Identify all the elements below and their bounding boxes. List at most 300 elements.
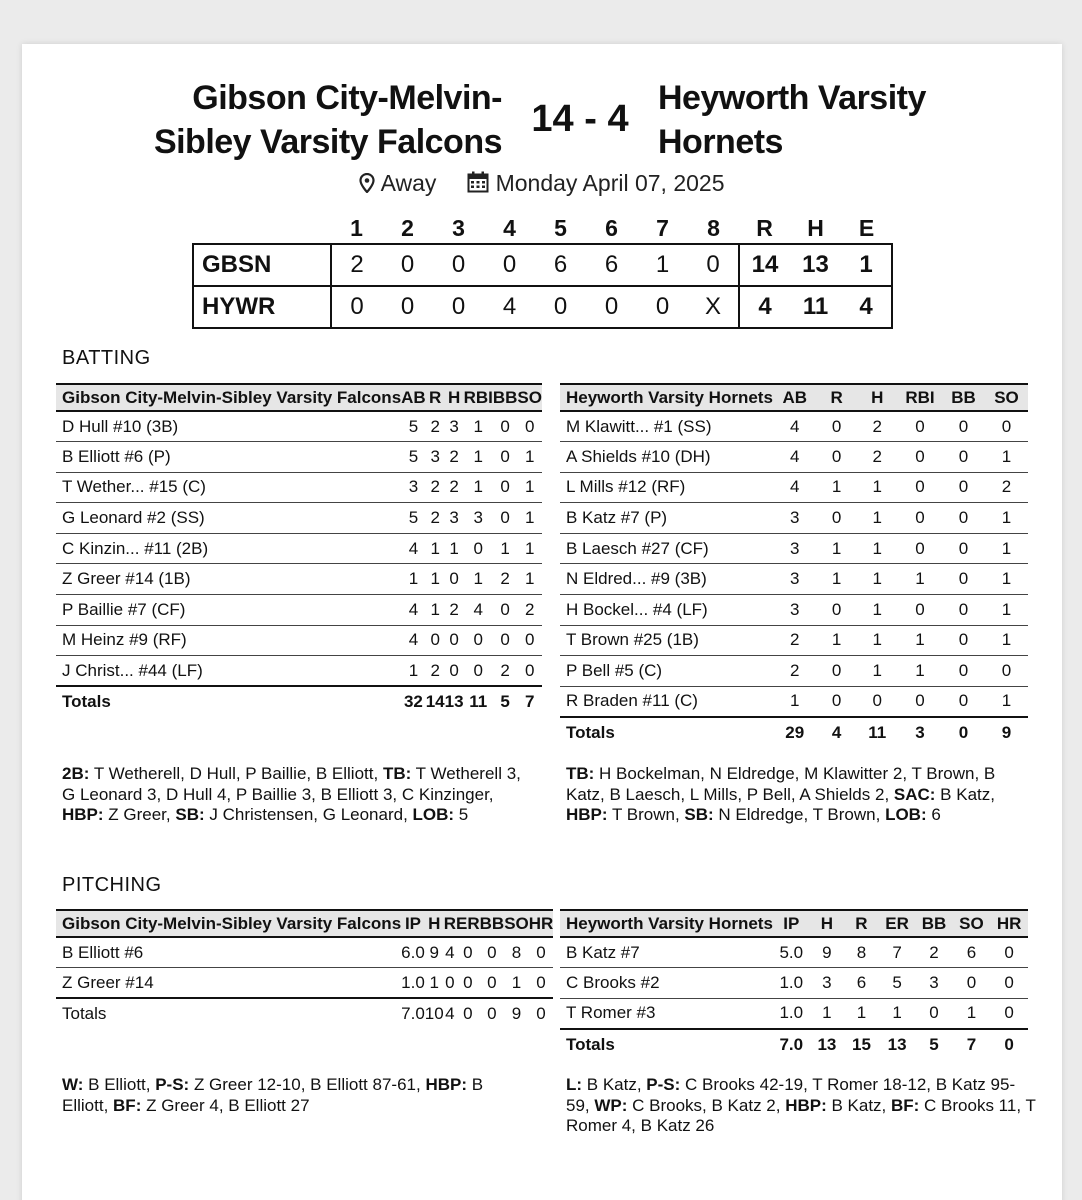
note-text: T Brown, <box>607 805 685 824</box>
stat-cell: 0 <box>529 968 554 999</box>
totals-row <box>560 717 1028 748</box>
stat-cell: 1 <box>517 564 542 595</box>
stat-column-header: H <box>871 387 884 407</box>
stat-cell: 5 <box>401 503 426 534</box>
stat-cell: 1 <box>898 564 942 595</box>
stat-cell: 2 <box>426 411 445 442</box>
inning-runs: 6 <box>604 251 619 278</box>
stat-cell: 1 <box>517 472 542 503</box>
batting-row <box>560 472 1028 503</box>
stat-cell: 1 <box>985 686 1028 717</box>
totals-cell: 11 <box>857 717 898 748</box>
stat-column-header: AB <box>401 387 426 407</box>
pitching-row <box>560 937 1028 968</box>
runs-header: R <box>756 215 773 241</box>
total-hits: 13 <box>802 251 829 278</box>
stat-cell: 0 <box>817 686 857 717</box>
stat-column-header: R <box>855 913 868 933</box>
stat-cell: 1 <box>817 625 857 656</box>
batting-row <box>56 564 542 595</box>
stat-column-header: BB <box>479 913 505 933</box>
player-name: N Eldred... #9 (3B) <box>560 564 773 595</box>
stat-cell: 0 <box>942 564 985 595</box>
inning-runs: 4 <box>502 293 517 320</box>
note-text: N Eldredge, T Brown, <box>713 805 886 824</box>
home-pitching-notes <box>62 1075 532 1116</box>
away-batting-notes <box>566 764 1036 826</box>
stat-column-header: BB <box>921 913 947 933</box>
stat-cell: 6 <box>953 937 991 968</box>
stat-cell: 5 <box>401 442 426 473</box>
totals-cell: 4 <box>817 717 857 748</box>
totals-label: Totals <box>560 717 773 748</box>
note-text: 6 <box>926 805 941 824</box>
note-text: Z Greer 12-10, B Elliott 87-61, <box>189 1075 426 1094</box>
note-label: TB: <box>382 764 412 783</box>
player-name: A Shields #10 (DH) <box>560 442 773 473</box>
inning-runs: 1 <box>655 251 670 278</box>
stat-cell: 1 <box>401 564 426 595</box>
inning-header: 3 <box>452 215 465 241</box>
stat-cell: 0 <box>464 533 493 564</box>
stat-cell: 4 <box>773 472 817 503</box>
note-text: B Katz, <box>935 784 995 804</box>
stat-cell: 1 <box>857 625 898 656</box>
inning-header: 2 <box>401 215 414 241</box>
final-score: 14 - 4 <box>531 98 629 140</box>
stat-cell: 0 <box>817 411 857 442</box>
stat-cell: 3 <box>401 472 426 503</box>
note-label: P-S: <box>646 1075 681 1094</box>
home-team-name: Gibson City-Melvin-Sibley Varsity Falcons <box>153 79 502 161</box>
stat-cell: 2 <box>517 595 542 626</box>
note-label: HBP: <box>425 1075 467 1094</box>
stat-cell: 4 <box>401 625 426 656</box>
stat-cell: 0 <box>898 503 942 534</box>
note-label: BF: <box>113 1095 142 1115</box>
stat-cell: 0 <box>444 968 456 999</box>
stat-cell: 3 <box>915 968 952 999</box>
note-label: HBP: <box>566 805 608 824</box>
batting-row <box>560 533 1028 564</box>
totals-label: Totals <box>56 998 401 1029</box>
player-name: P Baillie #7 (CF) <box>56 595 401 626</box>
stat-cell: 0 <box>898 472 942 503</box>
stat-cell: 1 <box>985 625 1028 656</box>
stat-column-header: SO <box>959 913 984 933</box>
stat-cell: 0 <box>990 998 1028 1029</box>
stat-cell: 4 <box>444 937 456 968</box>
player-name: B Elliott #6 <box>56 937 401 968</box>
stat-cell: 1 <box>401 656 426 687</box>
stat-column-header: RBI <box>905 387 935 407</box>
stat-cell: 4 <box>464 595 493 626</box>
linescore-row <box>193 244 892 286</box>
stat-cell: 0 <box>817 503 857 534</box>
stat-cell: 1 <box>857 472 898 503</box>
note-label: W: <box>62 1075 84 1094</box>
stat-cell: 8 <box>504 937 529 968</box>
totals-cell: 15 <box>844 1029 879 1060</box>
totals-cell: 0 <box>942 717 985 748</box>
stat-cell: 1 <box>504 968 529 999</box>
inning-runs: 0 <box>350 293 364 320</box>
stat-cell: 2 <box>857 442 898 473</box>
stat-cell: 6 <box>844 968 879 999</box>
inning-runs: 0 <box>400 293 415 320</box>
note-label: 2B: <box>62 764 90 783</box>
stat-cell: 2 <box>445 442 464 473</box>
stat-cell: 1 <box>493 533 518 564</box>
stat-cell: 0 <box>990 937 1028 968</box>
totals-cell: 7.0 <box>773 1029 810 1060</box>
stat-column-header: BB <box>492 387 518 407</box>
stat-cell: 2 <box>857 411 898 442</box>
batting-row <box>560 503 1028 534</box>
stat-cell: 0 <box>817 595 857 626</box>
totals-cell: 13 <box>810 1029 845 1060</box>
totals-cell: 29 <box>773 717 817 748</box>
stat-cell: 1 <box>985 442 1028 473</box>
player-name: Z Greer #14 <box>56 968 401 999</box>
stat-cell: 1 <box>898 625 942 656</box>
inning-header: 8 <box>707 215 720 241</box>
inning-runs: 0 <box>655 293 670 320</box>
stat-cell: 3 <box>464 503 493 534</box>
stat-column-header: SO <box>994 387 1019 407</box>
stat-cell: 1 <box>517 533 542 564</box>
totals-cell: 0 <box>990 1029 1028 1060</box>
stat-column-header: H <box>820 913 834 933</box>
totals-cell: 3 <box>898 717 942 748</box>
stat-cell: 1 <box>464 472 493 503</box>
totals-cell: 5 <box>493 686 518 717</box>
stat-cell: 1 <box>517 503 542 534</box>
batting-row <box>56 533 542 564</box>
stat-cell: 0 <box>942 442 985 473</box>
stat-cell: 0 <box>985 411 1028 442</box>
player-name: G Leonard #2 (SS) <box>56 503 401 534</box>
inning-runs: 0 <box>502 251 517 278</box>
stat-column-header: ER <box>885 913 909 933</box>
note-text: 5 <box>454 805 469 824</box>
stat-cell: 1 <box>985 503 1028 534</box>
note-text: H Bockelman, N Eldredge, M Klawitter 2, T Brown, B Katz, B Laesch, L Mills, P Bell, A Shields 2, <box>566 764 996 804</box>
totals-row <box>560 1029 1028 1060</box>
stat-cell: 0 <box>942 625 985 656</box>
stat-column-header: R <box>429 387 442 407</box>
batting-row <box>56 656 542 687</box>
batting-row <box>56 442 542 473</box>
totals-cell: 32 <box>401 686 426 717</box>
player-name: Z Greer #14 (1B) <box>56 564 401 595</box>
team-column-header: Gibson City-Melvin-Sibley Varsity Falcons <box>62 913 402 933</box>
totals-cell: 4 <box>444 998 456 1029</box>
stat-cell: 0 <box>857 686 898 717</box>
inning-runs: 0 <box>553 293 568 320</box>
stat-column-header: SO <box>504 913 529 933</box>
stat-cell: 0 <box>942 533 985 564</box>
stat-cell: 0 <box>898 595 942 626</box>
total-errors: 1 <box>841 244 892 286</box>
stat-cell: 1 <box>985 533 1028 564</box>
stat-cell: 1 <box>817 564 857 595</box>
linescore-header-row <box>193 214 892 244</box>
player-name: T Wether... #15 (C) <box>56 472 401 503</box>
stat-cell: 0 <box>493 503 518 534</box>
stat-cell: 0 <box>942 411 985 442</box>
note-label: P-S: <box>155 1075 190 1094</box>
batting-row <box>560 595 1028 626</box>
batting-header-row <box>56 384 542 411</box>
linescore-table <box>192 214 893 329</box>
totals-cell: 5 <box>915 1029 952 1060</box>
batting-row <box>56 503 542 534</box>
home-batting-table <box>56 383 542 717</box>
player-name: T Romer #3 <box>560 998 773 1029</box>
inning-header: 1 <box>350 215 363 241</box>
stat-cell: 0 <box>915 998 952 1029</box>
player-name: B Katz #7 <box>560 937 773 968</box>
player-name: J Christ... #44 (LF) <box>56 656 401 687</box>
stat-column-header: AB <box>782 387 808 407</box>
note-text: B Elliott, <box>62 1075 484 1115</box>
batting-row <box>560 564 1028 595</box>
player-name: D Hull #10 (3B) <box>56 411 401 442</box>
inning-runs: 0 <box>451 293 466 320</box>
stat-cell: 0 <box>493 411 518 442</box>
away-team-name: Heyworth Varsity Hornets <box>658 79 926 161</box>
note-label: WP: <box>594 1095 628 1115</box>
totals-cell: 7.0 <box>401 998 425 1029</box>
stat-cell: 3 <box>445 411 464 442</box>
stat-cell: 2 <box>445 472 464 503</box>
stat-column-header: R <box>443 913 456 933</box>
totals-cell: 0 <box>529 998 554 1029</box>
stat-cell: 0 <box>517 656 542 687</box>
note-text: Z Greer, <box>103 805 176 824</box>
totals-cell: 0 <box>456 998 480 1029</box>
stat-cell: 0 <box>445 625 464 656</box>
stat-cell: 8 <box>844 937 879 968</box>
stat-cell: 1 <box>857 533 898 564</box>
player-name: C Kinzin... #11 (2B) <box>56 533 401 564</box>
stat-cell: 1 <box>425 968 444 999</box>
player-name: L Mills #12 (RF) <box>560 472 773 503</box>
player-name: C Brooks #2 <box>560 968 773 999</box>
stat-cell: 1 <box>817 472 857 503</box>
player-name: M Heinz #9 (RF) <box>56 625 401 656</box>
note-text: B Katz, <box>582 1075 647 1094</box>
totals-row <box>56 686 542 717</box>
player-name: P Bell #5 (C) <box>560 656 773 687</box>
pitching-header-row <box>560 910 1028 937</box>
player-name: B Elliott #6 (P) <box>56 442 401 473</box>
pitching-row <box>56 968 553 999</box>
batting-row <box>56 625 542 656</box>
stat-cell: 1 <box>985 564 1028 595</box>
stat-cell: 1 <box>464 442 493 473</box>
stat-cell: 2 <box>915 937 952 968</box>
stat-cell: 1 <box>817 533 857 564</box>
team-column-header: Heyworth Varsity Hornets <box>566 913 773 933</box>
batting-row <box>56 472 542 503</box>
stat-cell: 1 <box>857 595 898 626</box>
stat-cell: 9 <box>810 937 845 968</box>
note-label: SB: <box>175 805 205 824</box>
stat-cell: 1.0 <box>773 968 810 999</box>
stat-cell: 3 <box>445 503 464 534</box>
team-column-header: Heyworth Varsity Hornets <box>566 387 773 407</box>
player-name: M Klawitt... #1 (SS) <box>560 411 773 442</box>
stat-cell: 0 <box>464 625 493 656</box>
note-text: J Christensen, G Leonard, <box>204 805 413 824</box>
totals-cell: 9 <box>504 998 529 1029</box>
stat-cell: 0 <box>817 656 857 687</box>
inning-runs: 2 <box>350 251 364 278</box>
note-label: LOB: <box>412 805 455 824</box>
stat-cell: 0 <box>942 595 985 626</box>
stat-cell: 0 <box>493 595 518 626</box>
stat-cell: 0 <box>445 656 464 687</box>
stat-column-header: HR <box>996 913 1022 933</box>
inning-runs: 0 <box>604 293 619 320</box>
totals-cell: 7 <box>953 1029 991 1060</box>
inning-runs: 6 <box>553 251 568 278</box>
stat-cell: 7 <box>879 937 916 968</box>
stat-cell: 0 <box>426 625 445 656</box>
stat-cell: 2 <box>493 564 518 595</box>
stat-column-header: ER <box>456 913 480 933</box>
batting-row <box>56 595 542 626</box>
note-label: BF: <box>891 1095 920 1115</box>
note-text: T Wetherell, D Hull, P Baillie, B Elliott, <box>89 764 383 783</box>
total-hits: 11 <box>802 293 829 320</box>
stat-cell: 0 <box>953 968 991 999</box>
note-text: C Brooks 42-19, T Romer 18-12, B Katz 95-59, <box>566 1075 1016 1115</box>
batting-row <box>560 686 1028 717</box>
team-abbrev: GBSN <box>193 244 331 286</box>
stat-cell: 0 <box>898 411 942 442</box>
total-errors: 4 <box>841 286 892 328</box>
errors-header: E <box>858 215 875 241</box>
game-location: Away <box>380 170 437 196</box>
stat-column-header: R <box>830 387 843 407</box>
stat-cell: 1 <box>426 533 445 564</box>
game-date: Monday April 07, 2025 <box>495 170 725 196</box>
totals-cell: 14 <box>426 686 445 717</box>
stat-cell: 2 <box>773 656 817 687</box>
stat-column-header: H <box>447 387 461 407</box>
stat-cell: 0 <box>985 656 1028 687</box>
away-batting-table <box>560 383 1028 748</box>
total-runs: 14 <box>751 251 779 278</box>
stat-cell: 6.0 <box>401 937 425 968</box>
stat-cell: 1 <box>953 998 991 1029</box>
stat-column-header: SO <box>517 387 542 407</box>
team-column-header: Gibson City-Melvin-Sibley Varsity Falcons <box>62 387 402 407</box>
stat-cell: 2 <box>773 625 817 656</box>
stat-cell: 1 <box>445 533 464 564</box>
home-pitching-table <box>56 909 553 1029</box>
stat-cell: 0 <box>942 686 985 717</box>
stat-cell: 3 <box>773 533 817 564</box>
stat-cell: 1 <box>857 656 898 687</box>
stat-cell: 4 <box>401 595 426 626</box>
note-label: L: <box>566 1075 583 1094</box>
stat-cell: 2 <box>493 656 518 687</box>
totals-cell: 13 <box>445 686 464 717</box>
totals-label: Totals <box>56 686 401 717</box>
note-text: B Elliott, <box>83 1075 156 1094</box>
totals-cell: 9 <box>985 717 1028 748</box>
note-label: HBP: <box>62 805 104 824</box>
stat-cell: 0 <box>942 503 985 534</box>
totals-cell: 10 <box>425 998 444 1029</box>
stat-cell: 0 <box>464 656 493 687</box>
inning-header: 4 <box>503 215 516 241</box>
stat-cell: 3 <box>773 595 817 626</box>
stat-cell: 1.0 <box>773 998 810 1029</box>
stat-cell: 0 <box>517 411 542 442</box>
stat-cell: 0 <box>456 968 480 999</box>
stat-cell: 2 <box>426 656 445 687</box>
home-batting-notes <box>62 764 532 826</box>
player-name: T Brown #25 (1B) <box>560 625 773 656</box>
inning-header: 6 <box>605 215 618 241</box>
totals-cell: 13 <box>879 1029 916 1060</box>
stat-cell: 0 <box>493 442 518 473</box>
note-text: Z Greer 4, B Elliott 27 <box>141 1095 310 1115</box>
inning-header: 5 <box>554 215 567 241</box>
stat-cell: 0 <box>517 625 542 656</box>
note-label: HBP: <box>785 1095 827 1115</box>
stat-cell: 2 <box>445 595 464 626</box>
totals-cell: 11 <box>464 686 493 717</box>
stat-cell: 0 <box>493 472 518 503</box>
inning-runs: 0 <box>688 244 739 286</box>
totals-label: Totals <box>560 1029 773 1060</box>
stat-cell: 0 <box>942 656 985 687</box>
stat-cell: 1 <box>426 564 445 595</box>
inning-header: 7 <box>656 215 669 241</box>
stat-cell: 0 <box>942 472 985 503</box>
stat-column-header: BB <box>951 387 976 407</box>
stat-cell: 1.0 <box>401 968 425 999</box>
pitching-row <box>56 937 553 968</box>
stat-cell: 2 <box>985 472 1028 503</box>
stat-cell: 3 <box>773 503 817 534</box>
stat-cell: 1 <box>879 998 916 1029</box>
stat-cell: 0 <box>445 564 464 595</box>
stat-cell: 1 <box>464 564 493 595</box>
batting-row <box>560 625 1028 656</box>
totals-cell: 0 <box>480 998 505 1029</box>
stat-cell: 5.0 <box>773 937 810 968</box>
stat-cell: 4 <box>773 411 817 442</box>
stat-cell: 1 <box>857 564 898 595</box>
total-runs: 4 <box>758 293 772 320</box>
stat-cell: 1 <box>810 998 845 1029</box>
inning-runs: 0 <box>400 251 415 278</box>
hits-header: H <box>807 215 824 241</box>
note-label: LOB: <box>885 805 927 824</box>
player-name: H Bockel... #4 (LF) <box>560 595 773 626</box>
batting-row <box>56 411 542 442</box>
stat-cell: 0 <box>898 442 942 473</box>
batting-row <box>560 411 1028 442</box>
pitching-section-title: PITCHING <box>62 874 162 896</box>
